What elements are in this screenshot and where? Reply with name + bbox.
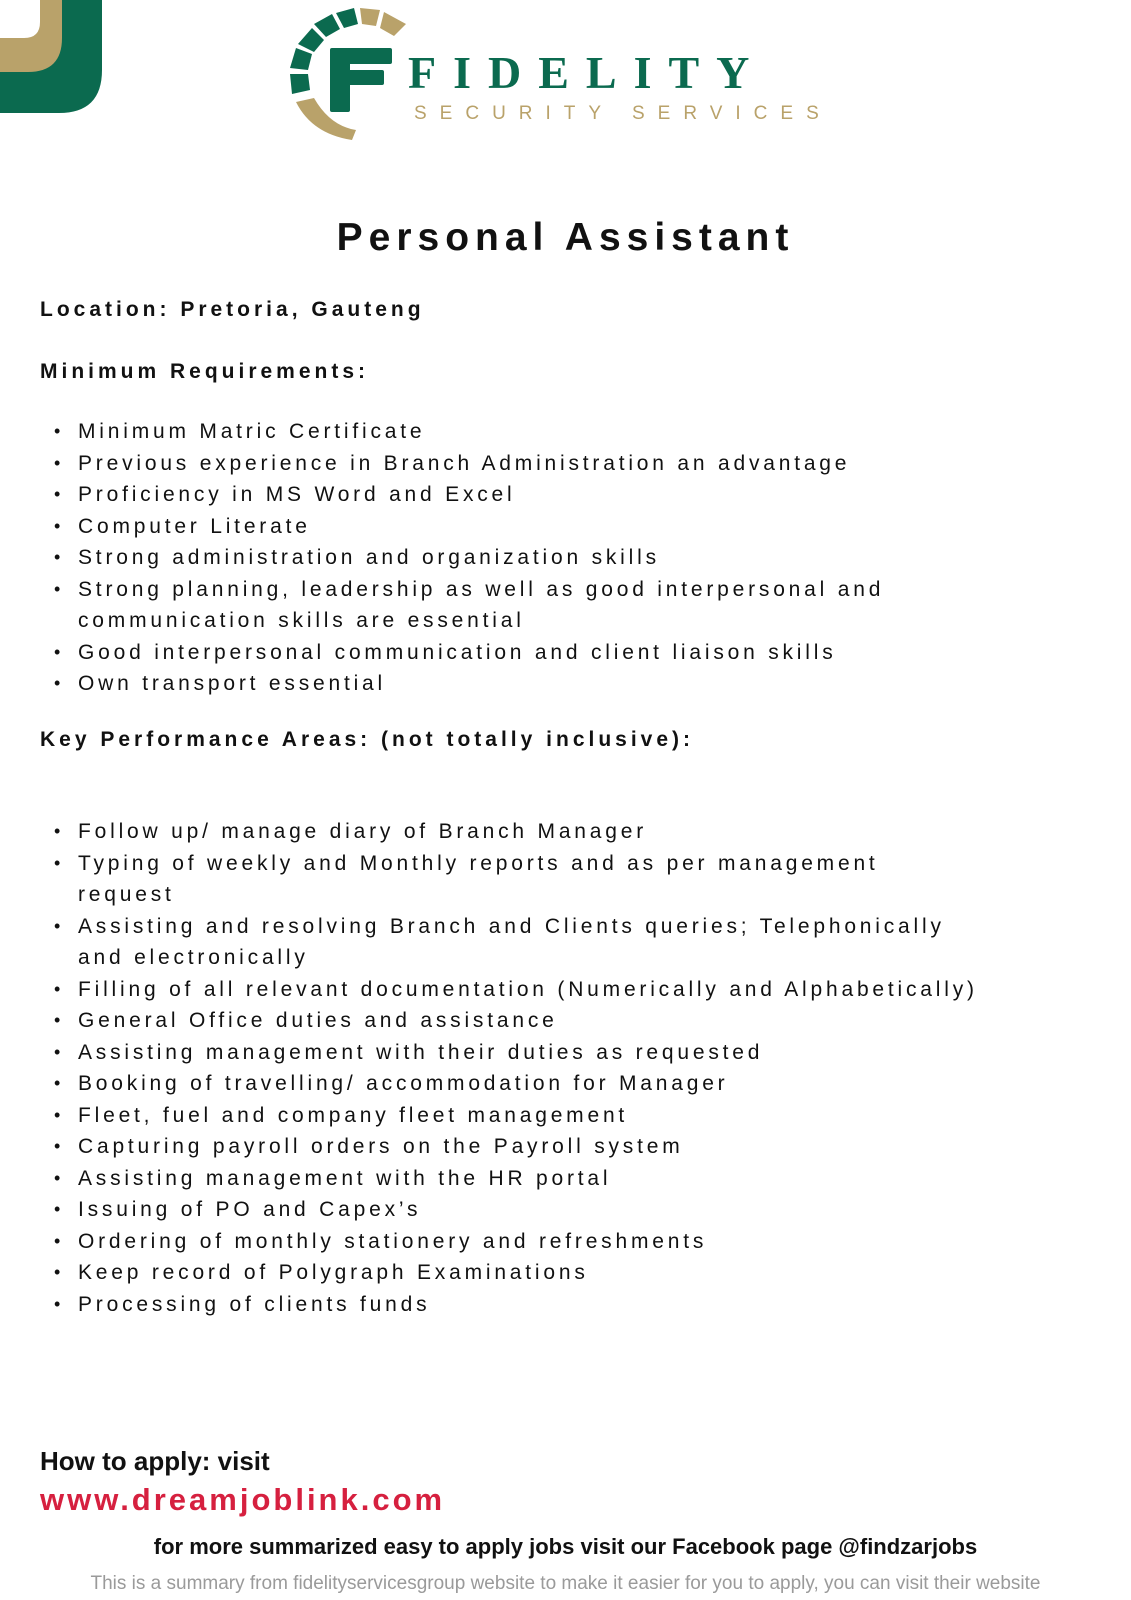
- requirement-item: • Minimum Matric Certificate: [40, 416, 1120, 448]
- kpa-list: [40, 816, 1120, 1320]
- requirement-item: • Proficiency in MS Word and Excel: [40, 479, 1120, 511]
- requirements-list: [40, 416, 1120, 700]
- logo-brand-name: FIDELITY: [408, 47, 767, 98]
- location-text: Location: Pretoria, Gauteng: [40, 298, 425, 321]
- requirement-item: • Own transport essential: [40, 668, 1120, 700]
- kpa-item: • Assisting management with their duties as requested: [40, 1037, 1120, 1069]
- kpa-item: • Capturing payroll orders on the Payroll system: [40, 1131, 1120, 1163]
- requirement-item: • Computer Literate: [40, 511, 1120, 543]
- company-logo: [290, 6, 850, 140]
- kpa-item: • Ordering of monthly stationery and refreshments: [40, 1226, 1120, 1258]
- kpa-item: • Assisting and resolving Branch and Clients queries; Telephonically and electronically: [40, 911, 1120, 974]
- kpa-item: • Processing of clients funds: [40, 1289, 1120, 1321]
- requirement-item: • Good interpersonal communication and client liaison skills: [40, 637, 1120, 669]
- corner-decoration: [0, 0, 102, 113]
- kpa-item: • Keep record of Polygraph Examinations: [40, 1257, 1120, 1289]
- requirement-item: • Strong planning, leadership as well as good interpersonal and communication skills are essential: [40, 574, 1120, 637]
- facebook-note: for more summarized easy to apply jobs visit our Facebook page @findzarjobs: [153, 1534, 978, 1559]
- kpa-item: • Issuing of PO and Capex’s: [40, 1194, 1120, 1226]
- requirements-heading: Minimum Requirements:: [40, 360, 370, 383]
- logo-emblem-icon: [290, 6, 420, 140]
- logo-tagline: SECURITY SERVICES: [414, 103, 832, 124]
- job-title: Personal Assistant: [336, 216, 795, 259]
- requirement-item: • Previous experience in Branch Administration an advantage: [40, 448, 1120, 480]
- kpa-item: • Booking of travelling/ accommodation for Manager: [40, 1068, 1120, 1100]
- kpa-item: • General Office duties and assistance: [40, 1005, 1120, 1037]
- kpa-item: • Follow up/ manage diary of Branch Manager: [40, 816, 1120, 848]
- apply-link[interactable]: www.dreamjoblink.com: [40, 1482, 446, 1517]
- kpa-heading: Key Performance Areas: (not totally inclusive):: [40, 728, 695, 751]
- apply-label: How to apply: visit: [40, 1446, 270, 1476]
- requirement-item: • Strong administration and organization skills: [40, 542, 1120, 574]
- kpa-item: • Fleet, fuel and company fleet management: [40, 1100, 1120, 1132]
- kpa-item: • Assisting management with the HR portal: [40, 1163, 1120, 1195]
- kpa-item: • Filling of all relevant documentation (Numerically and Alphabetically): [40, 974, 1120, 1006]
- kpa-item: • Typing of weekly and Monthly reports and as per management request: [40, 848, 1120, 911]
- disclaimer-text: This is a summary from fidelityservicesgroup website to make it easier for you to apply, you can visit their website: [90, 1573, 1041, 1594]
